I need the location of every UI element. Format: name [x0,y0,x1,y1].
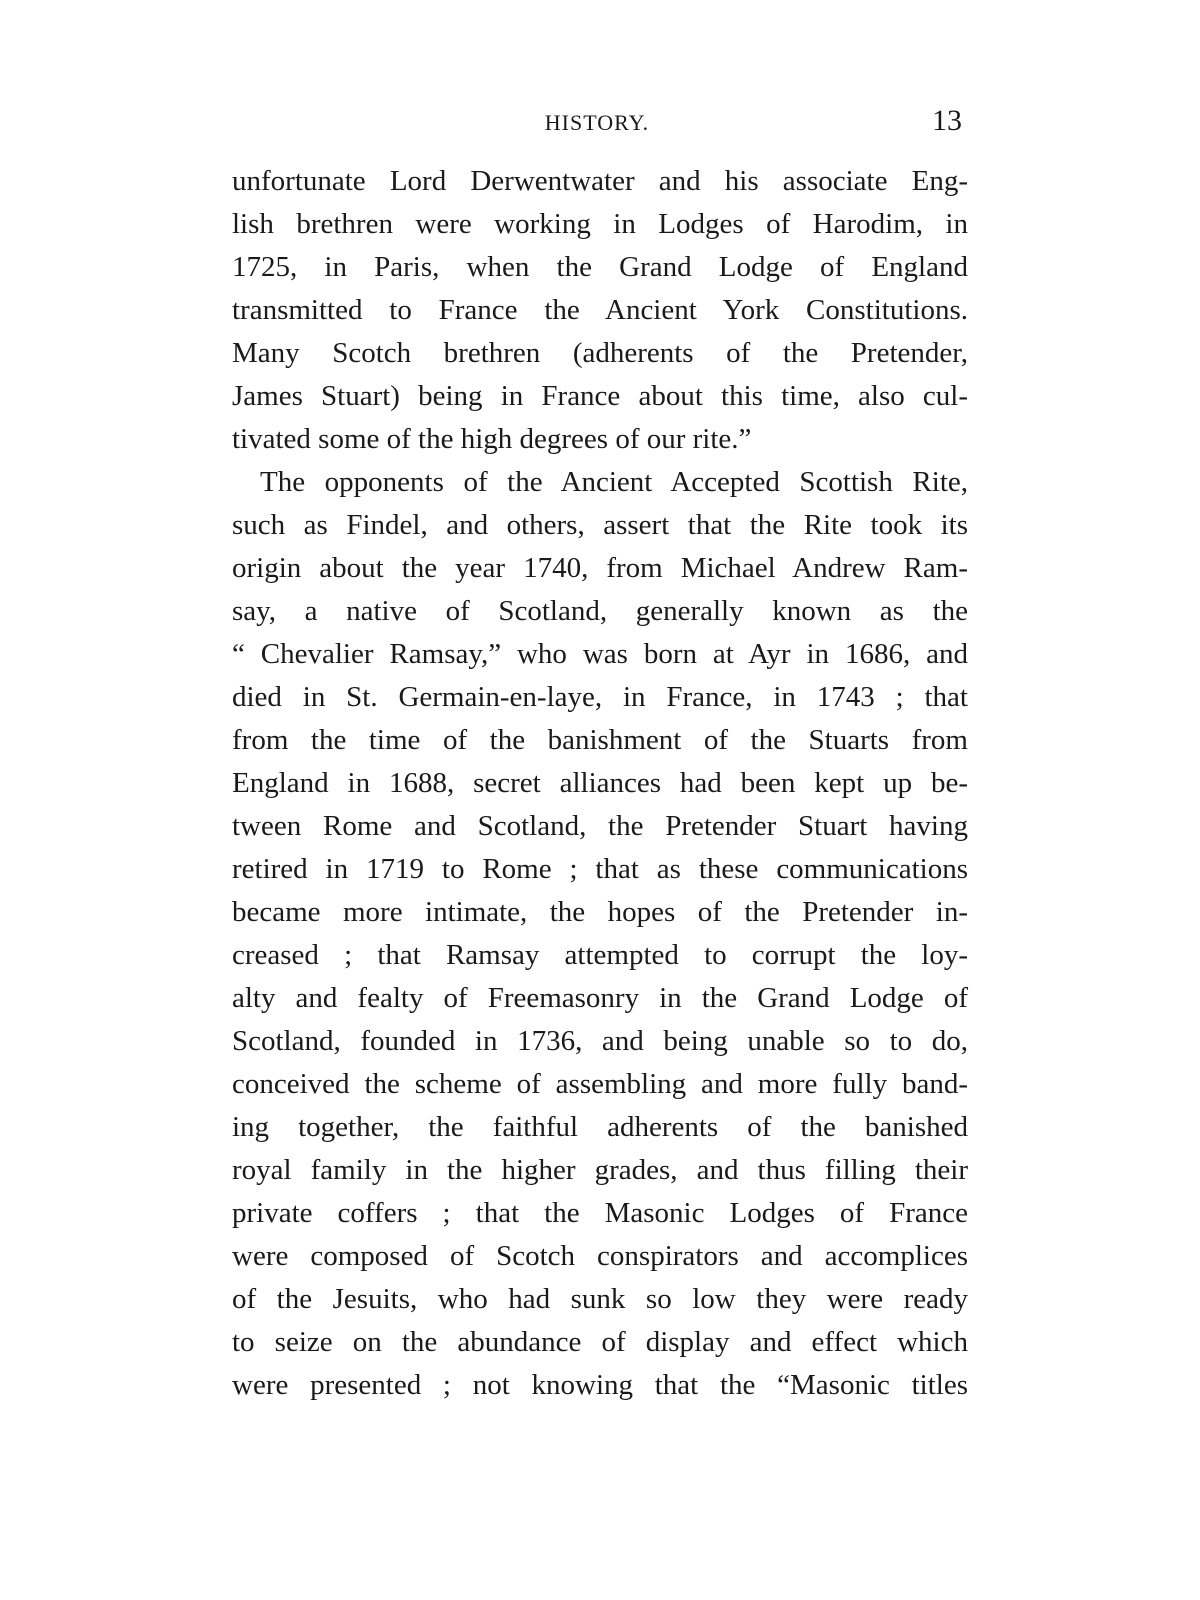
text-line: “ Chevalier Ramsay,” who was born at Ayr in 1686, and [232,638,968,670]
text-line: from the time of the banishment of the Stuarts from [232,724,968,756]
running-head [232,104,962,144]
text-line: died in St. Germain-en-laye, in France, in 1743 ; that [232,681,968,713]
text-line: origin about the year 1740, from Michael Andrew Ram- [232,552,968,584]
paragraph-2 [232,461,968,1407]
paragraph-1 [232,160,968,461]
text-line: such as Findel, and others, assert that the Rite took its [232,509,968,541]
text-line: of the Jesuits, who had sunk so low they were ready [232,1283,968,1315]
text-line: royal family in the higher grades, and thus filling their [232,1154,968,1186]
text-line: ing together, the faithful adherents of the banished [232,1111,968,1143]
text-line: private coffers ; that the Masonic Lodges of France [232,1197,968,1229]
text-line: creased ; that Ramsay attempted to corrupt the loy- [232,939,968,971]
text-line: tivated some of the high degrees of our rite.” [232,423,752,455]
body-text [232,160,968,1407]
text-line: unfortunate Lord Derwentwater and his associate Eng- [232,165,968,197]
text-line: 1725, in Paris, when the Grand Lodge of England [232,251,968,283]
running-title: HISTORY. [544,110,650,135]
text-line: Many Scotch brethren (adherents of the Pretender, [232,337,968,369]
text-line: to seize on the abundance of display and effect which [232,1326,968,1358]
text-line: were composed of Scotch conspirators and accomplices [232,1240,968,1272]
text-line: The opponents of the Ancient Accepted Scottish Rite, [260,466,968,498]
text-line: became more intimate, the hopes of the Pretender in- [232,896,968,928]
text-line: retired in 1719 to Rome ; that as these communications [232,853,968,885]
text-line: Scotland, founded in 1736, and being unable so to do, [232,1025,968,1057]
text-line: tween Rome and Scotland, the Pretender Stuart having [232,810,968,842]
text-line: lish brethren were working in Lodges of Harodim, in [232,208,968,240]
text-line: transmitted to France the Ancient York Constitutions. [232,294,968,326]
text-line: were presented ; not knowing that the “Masonic titles [232,1369,968,1401]
text-line: say, a native of Scotland, generally known as the [232,595,968,627]
text-line: England in 1688, secret alliances had been kept up be- [232,767,968,799]
page-number: 13 [932,104,962,137]
text-line: James Stuart) being in France about this time, also cul- [232,380,968,412]
text-line: conceived the scheme of assembling and more fully band- [232,1068,968,1100]
text-line: alty and fealty of Freemasonry in the Grand Lodge of [232,982,968,1014]
